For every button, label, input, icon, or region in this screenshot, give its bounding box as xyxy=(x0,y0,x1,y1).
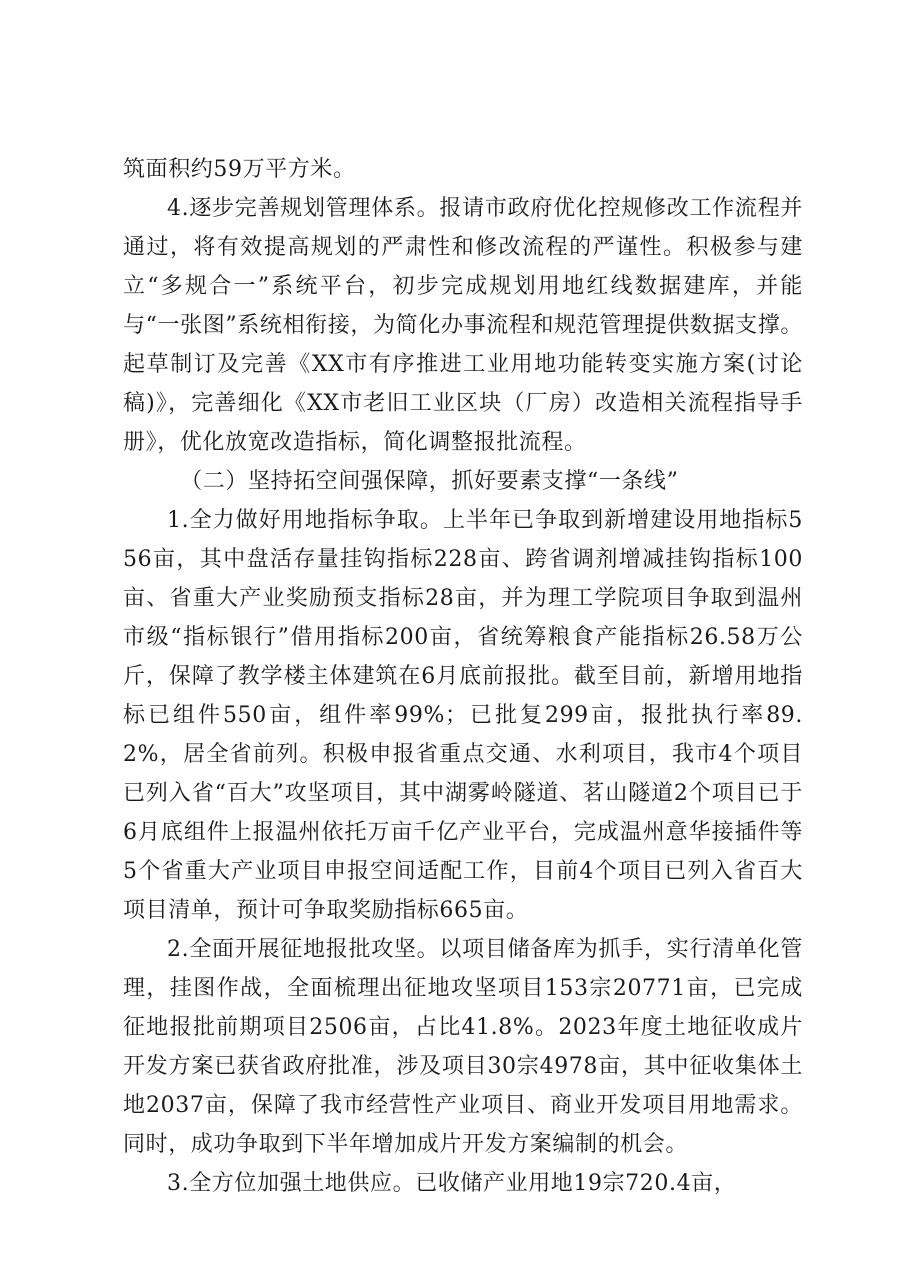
paragraph-continuation: 筑面积约59万平方米。 xyxy=(123,157,356,182)
paragraph-land-acquisition: 2.全面开展征地报批攻坚。以项目储备库为抓手，实行清单化管理，挂图作战，全面梳理出征地攻坚项目153宗20771亩，已完成征地报批前期项目2506亩，占比41.8%。2023年度土地征收成片开发方案已获省政府批准，涉及项目30宗4978亩，其中征收集体土地2037亩，保障了我市经营性产业项目、商业开发项目用地需求。同时，成功争取到下半年增加成片开发方案编制的机会。 xyxy=(123,937,803,1157)
paragraph-land-supply: 3.全方位加强土地供应。已收储产业用地19宗720.4亩， xyxy=(167,1171,737,1196)
section-heading: （二）坚持拓空间强保障，抓好要素支撑“一条线” xyxy=(180,469,679,494)
paragraph-planning-system: 4.逐步完善规划管理体系。报请市政府优化控规修改工作流程并通过，将有效提高规划的严肃性和修改流程的严谨性。积极参与建立“多规合一”系统平台，初步完成规划用地红线数据建库，并能与“一张图”系统相衔接，为简化办事流程和规范管理提供数据支撑。起草制订及完善《XX市有序推进工业用地功能转变实施方案(讨论稿)》，完善细化《XX市老旧工业区块（厂房）改造相关流程指导手册》，优化放宽改造指标，简化调整报批流程。 xyxy=(123,196,803,455)
document-body xyxy=(123,150,803,1203)
paragraph-land-quota: 1.全力做好用地指标争取。上半年已争取到新增建设用地指标556亩，其中盘活存量挂钩指标228亩、跨省调剂增减挂钩指标100亩、省重大产业奖励预支指标28亩，并为理工学院项目争取到温州市级“指标银行”借用指标200亩，省统筹粮食产能指标26.58万公斤，保障了教学楼主体建筑在6月底前报批。截至目前，新增用地指标已组件550亩，组件率99%；已批复299亩，报批执行率89.2%，居全省前列。积极申报省重点交通、水利项目，我市4个项目已列入省“百大”攻坚项目，其中湖雾岭隧道、茗山隧道2个项目已于6月底组件上报温州依托万亩千亿产业平台，完成温州意华接插件等5个省重大产业项目申报空间适配工作，目前4个项目已列入省百大项目清单，预计可争取奖励指标665亩。 xyxy=(123,508,803,923)
